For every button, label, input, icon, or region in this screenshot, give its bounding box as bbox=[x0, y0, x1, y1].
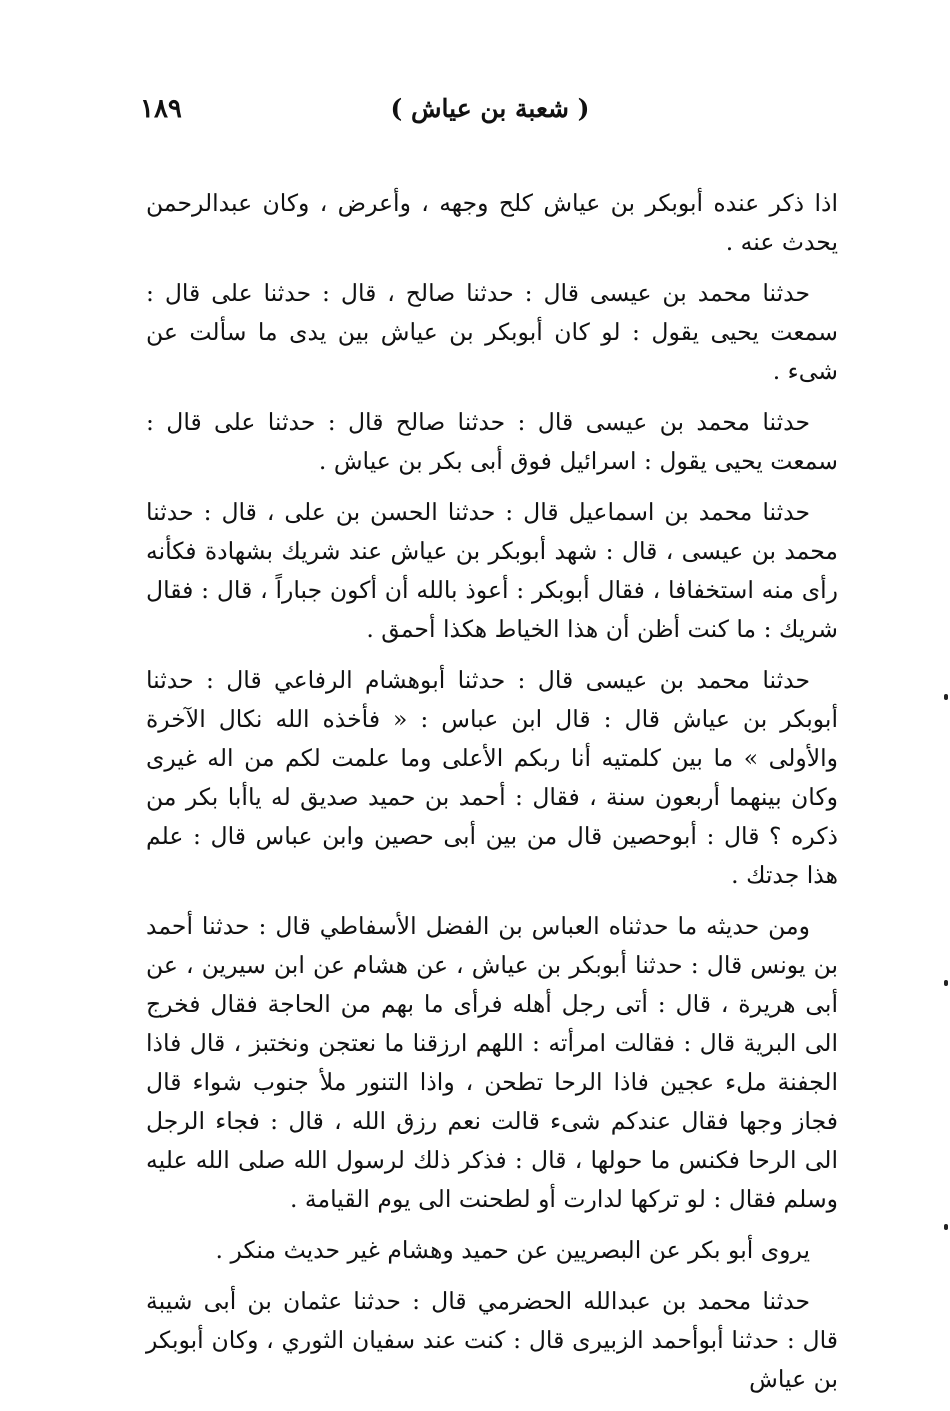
body-text bbox=[146, 184, 838, 1411]
page-number: ١٨٩ bbox=[140, 94, 182, 124]
paragraph: حدثنا محمد بن عيسى قال : حدثنا صالح قال : حدثنا على قال : سمعت يحيى يقول : اسرائيل فوق أبى بكر بن عياش . bbox=[146, 408, 838, 475]
margin-speck bbox=[944, 980, 948, 986]
paragraph: اذا ذكر عنده أبوبكر بن عياش كلح وجهه ، وأعرض ، وكان عبدالرحمن يحدث عنه . bbox=[146, 189, 838, 256]
paragraph: ومن حديثه ما حدثناه العباس بن الفضل الأسفاطي قال : حدثنا أحمد بن يونس قال : حدثنا أبوبكر بن عياش ، عن هشام عن ابن سيرين ، عن أبى هريرة ، قال : أتى رجل أهله فرأى ما بهم من الحاجة فقال فخرج الى البرية قال : فقالت امرأته : اللهم ارزقنا ما نعتجن ونختبز ، قال فاذا الجفنة ملء عجين فاذا الرحا تطحن ، واذا التنور ملأ جنوب شواء قال فجاز وجها فقال عندكم شىء قالت نعم رزق الله ، قال : فجاء الرجل الى الرحا فكنس ما حولها ، قال : فذكر ذلك لرسول الله صلى الله عليه وسلم فقال : لو تركها لدارت أو لطحنت الى يوم القيامة . bbox=[146, 912, 838, 1213]
page-header bbox=[140, 94, 840, 138]
paragraph: حدثنا محمد بن اسماعيل قال : حدثنا الحسن بن على ، قال : حدثنا محمد بن عيسى ، قال : شهد أبوبكر بن عياش عند شريك بشهادة فكأنه رأى منه استخفافا ، فقال أبوبكر : أعوذ بالله أن أكون جباراً ، قال : فقال شريك : ما كنت أظن أن هذا الخياط هكذا أحمق . bbox=[146, 498, 838, 643]
paragraph: حدثنا محمد بن عيسى قال : حدثنا أبوهشام الرفاعي قال : حدثنا أبوبكر بن عياش قال : قال ابن عباس : « فأخذه الله نكال الآخرة والأولى » ما بين كلمتيه أنا ربكم الأعلى وما علمت لكم من اله غيرى وكان بينهما أربعون سنة ، فقال : أحمد بن حميد صديق له ياأبا بكر من ذكره ؟ قال : أبوحصين قال من بين أبى حصين وابن عباس قال : علم هذا جدتك . bbox=[146, 666, 838, 889]
margin-speck bbox=[944, 1224, 948, 1230]
paragraph: حدثنا محمد بن عبدالله الحضرمي قال : حدثنا عثمان بن أبى شيبة قال : حدثنا أبوأحمد الزبيرى قال : كنت عند سفيان الثوري ، وكان أبوبكر بن عياش bbox=[146, 1287, 838, 1393]
paragraph: حدثنا محمد بن عيسى قال : حدثنا صالح ، قال : حدثنا على قال : سمعت يحيى يقول : لو كان أبوبكر بن عياش بين يدى ما سألت عن شىء . bbox=[146, 279, 838, 385]
margin-speck bbox=[944, 694, 948, 700]
paragraph: يروى أبو بكر عن البصريين عن حميد وهشام غير حديث منكر . bbox=[215, 1236, 810, 1264]
running-title: ( شعبة بن عياش ) bbox=[390, 94, 590, 123]
